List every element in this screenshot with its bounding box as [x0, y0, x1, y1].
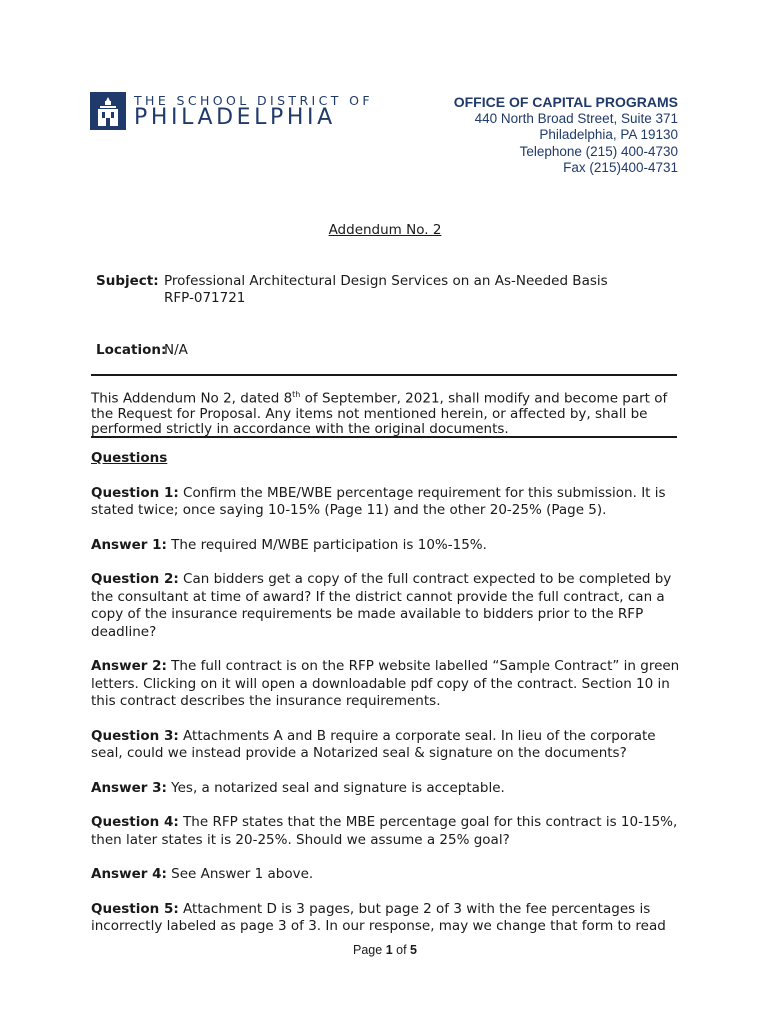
footer-of-word: of	[392, 943, 411, 957]
qa-label: Question 4:	[91, 814, 179, 830]
qa-text: Yes, a notarized seal and signature is acceptable.	[166, 779, 505, 796]
qa-text: Confirm the MBE/WBE percentage requirement for this submission. It is stated twice; once saying 10-15% (Page 11) and the other 20-25% (Page 5).	[91, 484, 666, 518]
qa-label: Answer 2:	[91, 658, 167, 674]
office-telephone: Telephone (215) 400-4730	[519, 143, 678, 159]
qa-item	[91, 901, 681, 936]
top-divider	[91, 374, 677, 376]
qa-text: See Answer 1 above.	[166, 866, 314, 882]
qa-label: Question 2:	[91, 571, 179, 587]
qa-text: The required M/WBE participation is 10%-15%.	[166, 536, 487, 553]
footer-page-number: 1	[385, 943, 393, 957]
logo-line2: PHILADELPHIA	[134, 105, 336, 130]
location-label: Location:	[96, 342, 167, 358]
qa-item	[91, 780, 681, 798]
qa-item	[91, 537, 681, 555]
subject-line2: RFP-071721	[164, 290, 246, 306]
qa-text: Attachments A and B require a corporate seal. In lieu of the corporate seal, could we instead provide a Notarized seal & signature on the documents?	[91, 727, 656, 761]
intro-part1: This Addendum No 2, dated 8	[91, 390, 293, 407]
bottom-divider	[91, 436, 677, 438]
office-address-block	[454, 94, 678, 177]
qa-text: The full contract is on the RFP website labelled “Sample Contract” in green letters. Clicking on it will open a downloadable pdf copy of the contract. Section 10 in this contract describes the insurance requirements.	[91, 658, 680, 709]
school-district-emblem-icon	[90, 92, 126, 130]
qa-item	[91, 814, 681, 849]
qa-text: Can bidders get a copy of the full contract expected to be completed by the consultant at time of award? If the district cannot provide the full contract, can a copy of the insurance requirements be made available to bidders prior to the RFP deadline?	[91, 571, 672, 640]
qa-label: Answer 1:	[91, 536, 167, 553]
qa-label: Answer 3:	[91, 779, 167, 796]
qa-item	[91, 485, 681, 520]
qa-item	[91, 571, 681, 641]
subject-line1: Professional Architectural Design Services on an As-Needed Basis	[164, 273, 608, 289]
qa-item	[91, 728, 681, 763]
qa-item	[91, 866, 681, 884]
qa-item	[91, 658, 681, 711]
qa-label: Answer 4:	[91, 866, 167, 882]
location-value: N/A	[164, 342, 188, 358]
qa-section	[91, 450, 681, 953]
qa-label: Question 3:	[91, 727, 179, 744]
footer-page-total: 5	[410, 943, 417, 957]
questions-heading: Questions	[91, 450, 168, 466]
intro-sup: th	[292, 390, 301, 399]
office-address2: Philadelphia, PA 19130	[539, 127, 678, 142]
district-logo	[90, 92, 374, 134]
subject-value	[164, 273, 608, 307]
addendum-title: Addendum No. 2	[328, 222, 442, 238]
qa-text: Attachment D is 3 pages, but page 2 of 3 with the fee percentages is incorrectly labeled as page 3 of 3. In our response, may we change that form to read	[91, 900, 666, 934]
subject-label: Subject:	[96, 273, 159, 289]
office-fax: Fax (215)400-4731	[563, 160, 678, 175]
footer-page-word: Page	[353, 943, 386, 957]
qa-label: Question 1:	[91, 484, 179, 501]
logo-line1: THE SCHOOL DISTRICT OF	[134, 93, 374, 108]
office-address1: 440 North Broad Street, Suite 371	[474, 110, 678, 126]
intro-part2: of September, 2021, shall modify and become part of the Request for Proposal. Any items not mentioned herein, or affected by, shall be performed strictly in accordance with the original documents.	[91, 390, 668, 437]
qa-label: Question 5:	[91, 900, 179, 917]
page-footer	[0, 943, 770, 957]
intro-paragraph	[91, 387, 677, 437]
office-title: OFFICE OF CAPITAL PROGRAMS	[453, 94, 678, 110]
qa-text: The RFP states that the MBE percentage goal for this contract is 10-15%, then later states it is 20-25%. Should we assume a 25% goal?	[91, 814, 678, 848]
